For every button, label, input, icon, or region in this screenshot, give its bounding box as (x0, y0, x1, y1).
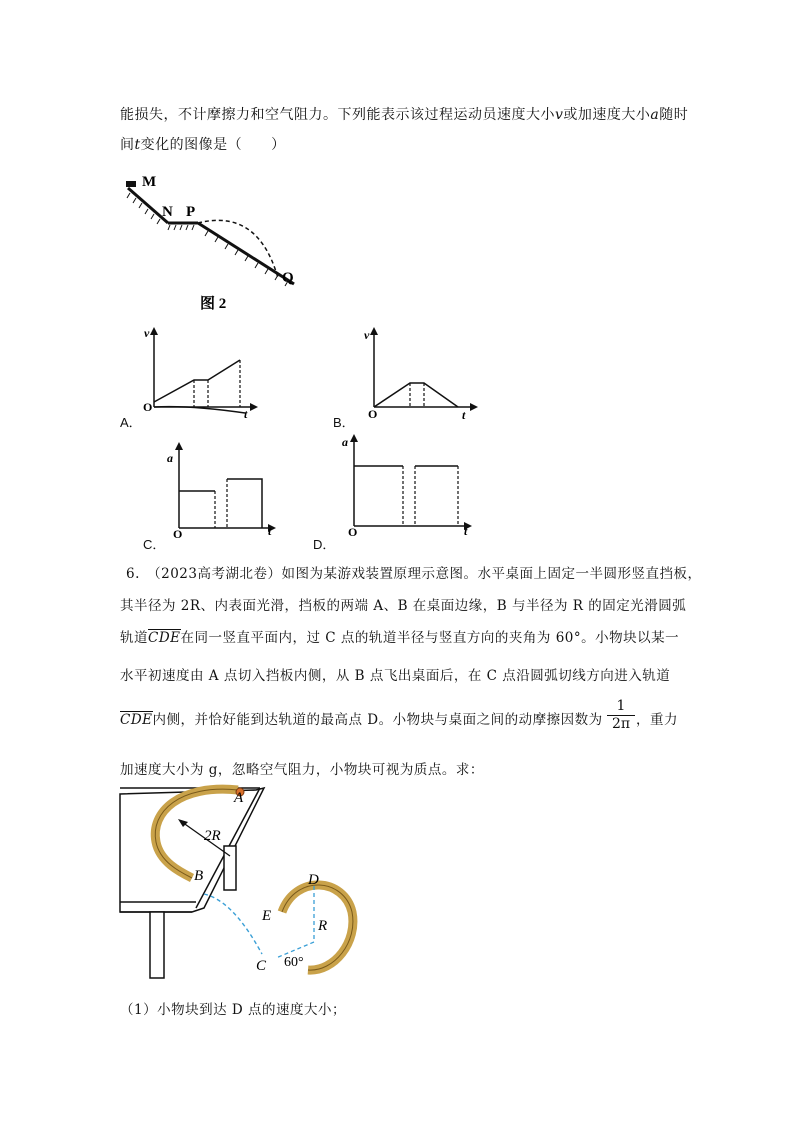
figure-2-caption: 图 2 (200, 296, 227, 312)
option-c-ylabel: a (167, 451, 173, 465)
q6-subquestion-1: （1）小物块到达 D 点的速度大小； (120, 1002, 346, 1018)
fraction-numerator: 1 (607, 698, 635, 716)
q6-text-3a: 轨道 (120, 630, 148, 646)
friction-fraction (607, 698, 635, 732)
option-b-graph (360, 325, 480, 420)
label-b: B (194, 868, 204, 884)
q6-line6: 加速度大小为 g，忽略空气阻力，小物块可视为质点。求： (120, 762, 484, 778)
option-b-v-curve (374, 383, 458, 407)
option-c-a-segment-2 (227, 479, 262, 528)
q5-text-1c: 随时 (659, 107, 689, 123)
arc-cde-symbol: CDE (148, 630, 181, 646)
label-r: R (318, 918, 328, 934)
point-P-label: P (186, 204, 196, 220)
q5-a-symbol: a (650, 107, 660, 123)
q5-text-2b: 变化的图像是（ ） (140, 137, 286, 153)
q5-t-symbol: t (134, 137, 141, 153)
option-c-label[interactable]: C． (143, 537, 166, 552)
option-d-label[interactable]: D． (313, 537, 336, 552)
option-c-graph (165, 438, 285, 541)
option-c-origin: O (173, 527, 183, 541)
point-M-label: M (142, 174, 157, 190)
q5-text-2a: 间 (120, 137, 135, 153)
label-a: A (234, 790, 244, 806)
option-d-graph (340, 428, 480, 538)
option-a-v-curve (154, 360, 240, 402)
projectile-trajectory (204, 894, 262, 954)
table-top (120, 788, 264, 912)
q5-line1 (120, 104, 688, 124)
q6-line5b: ，重力 (636, 712, 678, 728)
q5-text-1: 能损失，不计摩擦力和空气阻力。下列能表示该过程运动员速度大小 (120, 107, 555, 123)
skier-icon (126, 181, 136, 187)
label-d: D (308, 872, 319, 888)
point-N-label: N (162, 204, 173, 220)
option-b-origin: O (368, 407, 378, 421)
option-d-xlabel: t (464, 524, 468, 538)
option-c-xlabel: t (268, 524, 272, 538)
label-e: E (262, 908, 272, 924)
q6-text-5a: 内侧，并恰好能到达轨道的最高点 D。小物块与桌面之间的动摩擦因数为 (152, 712, 603, 728)
fraction-denominator: 2π (611, 716, 631, 732)
point-Q-label: Q (282, 270, 294, 286)
q6-line1: 6. （2023高考湖北卷）如图为某游戏装置原理示意图。水平桌面上固定一半圆形竖直挡板， (126, 566, 702, 582)
q6-text-3b: 在同一竖直平面内，过 C 点的轨道半径与竖直方向的夹角为 60°。小物块以某一 (180, 630, 680, 646)
option-b-ylabel: v (364, 328, 370, 342)
option-a-label[interactable]: A． (120, 415, 142, 430)
q5-slope-figure (118, 168, 318, 318)
label-c: C (256, 958, 267, 974)
option-a-origin: O (143, 400, 153, 414)
q5-line2 (120, 134, 286, 154)
q6-line5 (120, 708, 603, 728)
option-d-origin: O (348, 525, 358, 539)
arc-cde-symbol-2: CDE (120, 712, 153, 728)
option-d-ylabel: a (342, 435, 348, 449)
option-b-label[interactable]: B． (333, 415, 355, 430)
label-2r: 2R (204, 828, 221, 844)
option-a-graph (140, 325, 260, 420)
q5-text-1b: 或加速度大小 (563, 107, 651, 123)
q6-line4: 水平初速度由 A 点切入挡板内侧，从 B 点飞出桌面后，在 C 点沿圆弧切线方向进入轨道 (120, 668, 671, 684)
option-a-xlabel: t (244, 407, 248, 421)
q6-line3 (120, 626, 679, 646)
q6-line2: 其半径为 2R、内表面光滑，挡板的两端 A、B 在桌面边缘，B 与半径为 R 的固定光滑圆弧 (120, 598, 687, 614)
q5-v-symbol: v (555, 107, 564, 123)
label-60-degrees: 60° (284, 955, 304, 970)
option-b-xlabel: t (462, 408, 466, 422)
q6-apparatus-figure (120, 782, 380, 994)
option-a-ylabel: v (144, 326, 150, 340)
table-leg-front (150, 912, 164, 978)
